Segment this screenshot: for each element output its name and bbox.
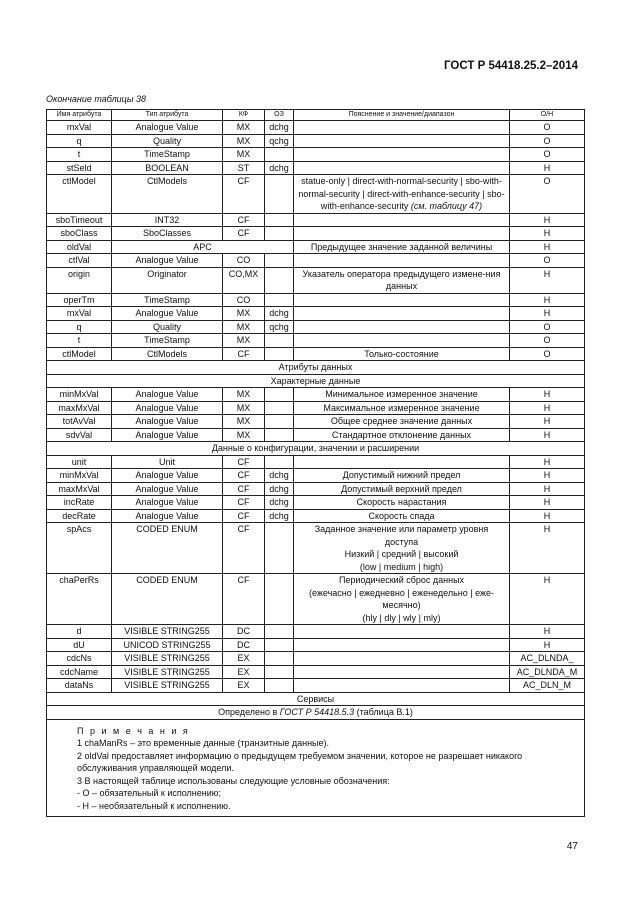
table-cell: MX bbox=[223, 320, 265, 334]
table-row bbox=[47, 679, 585, 693]
note-line: 2 oldVal предоставляет информацию о предыдущем требуемом значении, которое не разрешает никакого обслуживания управляющей модели. bbox=[77, 750, 523, 773]
table-cell: O bbox=[510, 254, 585, 268]
table-cell: ctlModel bbox=[47, 347, 112, 361]
column-header: ОЗ bbox=[265, 110, 294, 121]
table-cell bbox=[265, 574, 294, 625]
column-header: Имя атрибута bbox=[47, 110, 112, 121]
table-cell bbox=[265, 638, 294, 652]
table-cell bbox=[294, 652, 510, 666]
table-cell: Analogue Value bbox=[112, 388, 223, 402]
table-cell: MX bbox=[223, 415, 265, 429]
table-cell: CF bbox=[223, 574, 265, 625]
notes-title: П р и м е ч а н и я bbox=[77, 725, 190, 736]
table-cell bbox=[265, 293, 294, 307]
table-cell: MX bbox=[223, 134, 265, 148]
table-cell: minMxVal bbox=[47, 388, 112, 402]
table-cell: CF bbox=[223, 455, 265, 469]
table-cell bbox=[294, 455, 510, 469]
table-cell bbox=[265, 625, 294, 639]
table-cell: Н bbox=[510, 415, 585, 429]
table-row bbox=[47, 665, 585, 679]
table-cell: SboClasses bbox=[112, 227, 223, 241]
table-cell: cdcNs bbox=[47, 652, 112, 666]
table-cell: BOOLEAN bbox=[112, 161, 223, 175]
table-cell: q bbox=[47, 320, 112, 334]
table-cell bbox=[265, 665, 294, 679]
standard-header: ГОСТ Р 54418.25.2–2014 bbox=[444, 60, 578, 72]
table-cell: origin bbox=[47, 267, 112, 293]
table-cell: Quality bbox=[112, 134, 223, 148]
table-cell: Н bbox=[510, 293, 585, 307]
table-cell bbox=[265, 679, 294, 693]
table-cell bbox=[294, 307, 510, 321]
table-row bbox=[47, 213, 585, 227]
notes-cell bbox=[47, 719, 585, 817]
table-cell: dchg bbox=[265, 469, 294, 483]
table-cell: dataNs bbox=[47, 679, 112, 693]
table-row bbox=[47, 574, 585, 625]
table-cell: Н bbox=[510, 523, 585, 574]
table-cell: operTm bbox=[47, 293, 112, 307]
table-cell: TimeStamp bbox=[112, 293, 223, 307]
table-cell: CODED ENUM bbox=[112, 523, 223, 574]
table-cell: CF bbox=[223, 227, 265, 241]
table-cell: TimeStamp bbox=[112, 148, 223, 162]
table-cell: chaPerRs bbox=[47, 574, 112, 625]
table-cell: Атрибуты данных bbox=[47, 361, 585, 375]
table-cell: CO bbox=[223, 293, 265, 307]
table-cell: UNICOD STRING255 bbox=[112, 638, 223, 652]
standard-reference: ГОСТ Р 54418.5.3 bbox=[279, 707, 355, 717]
page-number: 47 bbox=[566, 841, 578, 852]
table-cell: AC_DLNDA_M bbox=[510, 665, 585, 679]
table-cell: stSeld bbox=[47, 161, 112, 175]
attributes-table bbox=[46, 109, 585, 817]
table-cell: MX bbox=[223, 121, 265, 135]
table-cell: Н bbox=[510, 455, 585, 469]
table-cell bbox=[294, 121, 510, 135]
table-cell: DC bbox=[223, 625, 265, 639]
table-cell: Данные о конфигурации, значении и расширении bbox=[47, 442, 585, 456]
note-line: - Н – необязательный к исполнению. bbox=[77, 800, 231, 811]
table-cell: CtlModels bbox=[112, 175, 223, 214]
table-row bbox=[47, 401, 585, 415]
table-row bbox=[47, 347, 585, 361]
table-cell: DC bbox=[223, 638, 265, 652]
table-cell: Скорость спада bbox=[294, 509, 510, 523]
table-row bbox=[47, 388, 585, 402]
table-row bbox=[47, 415, 585, 429]
table-row bbox=[47, 509, 585, 523]
table-cell bbox=[265, 213, 294, 227]
table-cell: CF bbox=[223, 496, 265, 510]
table-cell: MX bbox=[223, 307, 265, 321]
table-cell: Заданное значение или параметр уровня доступа Низкий | средний | высокий (low | medium | high) bbox=[294, 523, 510, 574]
table-cell: MX bbox=[223, 334, 265, 348]
ref-suffix: (таблица В.1) bbox=[354, 707, 413, 717]
table-cell bbox=[265, 148, 294, 162]
note-line: 1 chaManRs – это временные данные (транзитные данные). bbox=[77, 738, 330, 748]
table-row bbox=[47, 307, 585, 321]
table-cell: Предыдущее значение заданной величины bbox=[294, 240, 510, 254]
table-cell: O bbox=[510, 175, 585, 214]
table-cell: MX bbox=[223, 388, 265, 402]
table-cell: cdcName bbox=[47, 665, 112, 679]
table-cell: Общее среднее значение данных bbox=[294, 415, 510, 429]
table-row bbox=[47, 523, 585, 574]
table-cell bbox=[265, 523, 294, 574]
column-header: Тип атрибута bbox=[112, 110, 223, 121]
table-cell bbox=[265, 428, 294, 442]
table-cell bbox=[265, 227, 294, 241]
table-row bbox=[47, 638, 585, 652]
table-cell: INT32 bbox=[112, 213, 223, 227]
note-line: 3 В настоящей таблице использованы следующие условные обозначения: bbox=[77, 775, 390, 786]
table-cell: Н bbox=[510, 401, 585, 415]
table-cell: O bbox=[510, 347, 585, 361]
notes-row bbox=[47, 719, 585, 817]
explanation-text: statue-only | direct-with-normal-security | sbo-with-normal-security | direct-with-enhance-security | sbo-with-enhance-security bbox=[298, 176, 505, 211]
table-cell bbox=[265, 347, 294, 361]
table-cell: Сервисы bbox=[47, 692, 585, 706]
table-cell: Минимальное измеренное значение bbox=[294, 388, 510, 402]
table-cell: CO bbox=[223, 254, 265, 268]
table-cell: CO,MX bbox=[223, 267, 265, 293]
table-cell bbox=[294, 213, 510, 227]
ref-prefix: Определено в bbox=[218, 707, 280, 717]
table-cell: Максимальное измеренное значение bbox=[294, 401, 510, 415]
table-cell: CF bbox=[223, 175, 265, 214]
table-cell: mxVal bbox=[47, 121, 112, 135]
table-cell: EX bbox=[223, 652, 265, 666]
table-cell bbox=[294, 638, 510, 652]
table-cell bbox=[265, 388, 294, 402]
table-cell: Analogue Value bbox=[112, 496, 223, 510]
table-cell bbox=[294, 320, 510, 334]
table-cell: dchg bbox=[265, 509, 294, 523]
table-cell: minMxVal bbox=[47, 469, 112, 483]
table-cell: ctlModel bbox=[47, 175, 112, 214]
table-cell bbox=[265, 455, 294, 469]
table-cell: Н bbox=[510, 509, 585, 523]
table-cell: Н bbox=[510, 482, 585, 496]
table-cell: q bbox=[47, 134, 112, 148]
table-cell: dchg bbox=[265, 307, 294, 321]
table-cell: sboClass bbox=[47, 227, 112, 241]
table-row bbox=[47, 148, 585, 162]
table-cell bbox=[265, 254, 294, 268]
table-cell: Н bbox=[510, 307, 585, 321]
section-row bbox=[47, 361, 585, 375]
table-row bbox=[47, 496, 585, 510]
table-row bbox=[47, 320, 585, 334]
table-row bbox=[47, 293, 585, 307]
table-cell: d bbox=[47, 625, 112, 639]
table-cell: CF bbox=[223, 523, 265, 574]
table-cell: ST bbox=[223, 161, 265, 175]
table-cell: Периодический сброс данных (ежечасно | ежедневно | еженедельно | еже-месячно) (hly | dly | wly | mly) bbox=[294, 574, 510, 625]
section-row bbox=[47, 374, 585, 388]
table-cell: Допустимый нижний предел bbox=[294, 469, 510, 483]
table-cell bbox=[265, 652, 294, 666]
table-cell: unit bbox=[47, 455, 112, 469]
table-cell: CODED ENUM bbox=[112, 574, 223, 625]
table-cell: maxMxVal bbox=[47, 482, 112, 496]
table-cell: Допустимый верхний предел bbox=[294, 482, 510, 496]
table-cell bbox=[47, 706, 585, 720]
table-row bbox=[47, 121, 585, 135]
table-cell bbox=[294, 679, 510, 693]
section-row bbox=[47, 442, 585, 456]
table-cell bbox=[294, 134, 510, 148]
table-row bbox=[47, 652, 585, 666]
table-row bbox=[47, 161, 585, 175]
table-cell: dchg bbox=[265, 121, 294, 135]
table-cell: O bbox=[510, 320, 585, 334]
table-cell: Н bbox=[510, 267, 585, 293]
table-reference: (см. таблицу 47) bbox=[410, 201, 483, 211]
table-cell: Указатель оператора предыдущего измене-ния данных bbox=[294, 267, 510, 293]
table-cell bbox=[265, 267, 294, 293]
table-cell bbox=[265, 401, 294, 415]
table-cell: Analogue Value bbox=[112, 415, 223, 429]
table-cell: CF bbox=[223, 482, 265, 496]
table-cell: Характерные данные bbox=[47, 374, 585, 388]
table-cell: Н bbox=[510, 388, 585, 402]
table-cell: CF bbox=[223, 213, 265, 227]
table-cell: APC bbox=[112, 240, 294, 254]
table-row bbox=[47, 175, 585, 214]
section-row bbox=[47, 706, 585, 720]
column-header: КФ bbox=[223, 110, 265, 121]
table-cell: incRate bbox=[47, 496, 112, 510]
table-row bbox=[47, 134, 585, 148]
table-cell: VISIBLE STRING255 bbox=[112, 652, 223, 666]
table-cell: Н bbox=[510, 638, 585, 652]
table-cell: TimeStamp bbox=[112, 334, 223, 348]
table-cell: Н bbox=[510, 227, 585, 241]
table-cell: Unit bbox=[112, 455, 223, 469]
table-cell: Н bbox=[510, 469, 585, 483]
table-cell: AC_DLNDA_ bbox=[510, 652, 585, 666]
table-cell: spAcs bbox=[47, 523, 112, 574]
table-cell: dU bbox=[47, 638, 112, 652]
table-cell: CF bbox=[223, 469, 265, 483]
table-cell: dchg bbox=[265, 161, 294, 175]
table-cell bbox=[294, 161, 510, 175]
table-cell bbox=[265, 415, 294, 429]
table-row bbox=[47, 267, 585, 293]
table-row bbox=[47, 334, 585, 348]
table-cell: dchg bbox=[265, 482, 294, 496]
table-cell: Analogue Value bbox=[112, 401, 223, 415]
table-cell: EX bbox=[223, 665, 265, 679]
table-cell: Н bbox=[510, 496, 585, 510]
table-cell: AC_DLN_M bbox=[510, 679, 585, 693]
table-cell: t bbox=[47, 334, 112, 348]
table-cell: CF bbox=[223, 509, 265, 523]
table-cell: mxVal bbox=[47, 307, 112, 321]
table-cell: Н bbox=[510, 625, 585, 639]
table-cell: totAvVal bbox=[47, 415, 112, 429]
table-cell: MX bbox=[223, 148, 265, 162]
table-cell: Analogue Value bbox=[112, 254, 223, 268]
table-cell: O bbox=[510, 134, 585, 148]
table-cell bbox=[294, 148, 510, 162]
table-cell: decRate bbox=[47, 509, 112, 523]
table-row bbox=[47, 227, 585, 241]
table-cell: Analogue Value bbox=[112, 428, 223, 442]
table-cell bbox=[265, 334, 294, 348]
table-cell: O bbox=[510, 148, 585, 162]
table-cell: VISIBLE STRING255 bbox=[112, 665, 223, 679]
table-cell bbox=[294, 254, 510, 268]
table-cell bbox=[294, 227, 510, 241]
table-cell bbox=[294, 175, 510, 214]
table-cell: VISIBLE STRING255 bbox=[112, 625, 223, 639]
table-cell bbox=[294, 334, 510, 348]
table-caption: Окончание таблицы 38 bbox=[46, 94, 146, 104]
table-cell: CF bbox=[223, 347, 265, 361]
table-cell: O bbox=[510, 334, 585, 348]
note-line: - O – обязательный к исполнению; bbox=[77, 788, 222, 798]
column-header: О/Н bbox=[510, 110, 585, 121]
table-cell: qchg bbox=[265, 320, 294, 334]
table-cell: Analogue Value bbox=[112, 469, 223, 483]
table-cell: VISIBLE STRING255 bbox=[112, 679, 223, 693]
table-cell: dchg bbox=[265, 496, 294, 510]
table-row bbox=[47, 240, 585, 254]
table-cell: Стандартное отклонение данных bbox=[294, 428, 510, 442]
table-cell: Н bbox=[510, 213, 585, 227]
table-row bbox=[47, 482, 585, 496]
table-cell: O bbox=[510, 121, 585, 135]
section-row bbox=[47, 692, 585, 706]
table-cell: Н bbox=[510, 240, 585, 254]
table-cell: Н bbox=[510, 161, 585, 175]
table-cell: Originator bbox=[112, 267, 223, 293]
table-row bbox=[47, 625, 585, 639]
table-cell: CtlModels bbox=[112, 347, 223, 361]
table-row bbox=[47, 254, 585, 268]
table-cell: sdvVal bbox=[47, 428, 112, 442]
table-cell: Analogue Value bbox=[112, 482, 223, 496]
table-cell: Только-состояние bbox=[294, 347, 510, 361]
table-cell bbox=[265, 175, 294, 214]
table-cell: Quality bbox=[112, 320, 223, 334]
table-cell: oldVal bbox=[47, 240, 112, 254]
table-cell: Analogue Value bbox=[112, 307, 223, 321]
table-cell: qchg bbox=[265, 134, 294, 148]
table-row bbox=[47, 455, 585, 469]
table-cell: Скорость нарастания bbox=[294, 496, 510, 510]
table-cell bbox=[294, 625, 510, 639]
table-cell: EX bbox=[223, 679, 265, 693]
table-cell bbox=[294, 665, 510, 679]
column-header: Пояснение и значение/диапазон bbox=[294, 110, 510, 121]
table-cell: maxMxVal bbox=[47, 401, 112, 415]
table-cell: ctlVal bbox=[47, 254, 112, 268]
table-cell: Н bbox=[510, 574, 585, 625]
table-cell: MX bbox=[223, 428, 265, 442]
table-cell: MX bbox=[223, 401, 265, 415]
table-cell: sboTimeout bbox=[47, 213, 112, 227]
table-cell: Analogue Value bbox=[112, 509, 223, 523]
table-header-row bbox=[47, 110, 585, 121]
table-cell: t bbox=[47, 148, 112, 162]
table-row bbox=[47, 428, 585, 442]
table-cell bbox=[294, 293, 510, 307]
table-row bbox=[47, 469, 585, 483]
table-cell: Analogue Value bbox=[112, 121, 223, 135]
table-cell: Н bbox=[510, 428, 585, 442]
